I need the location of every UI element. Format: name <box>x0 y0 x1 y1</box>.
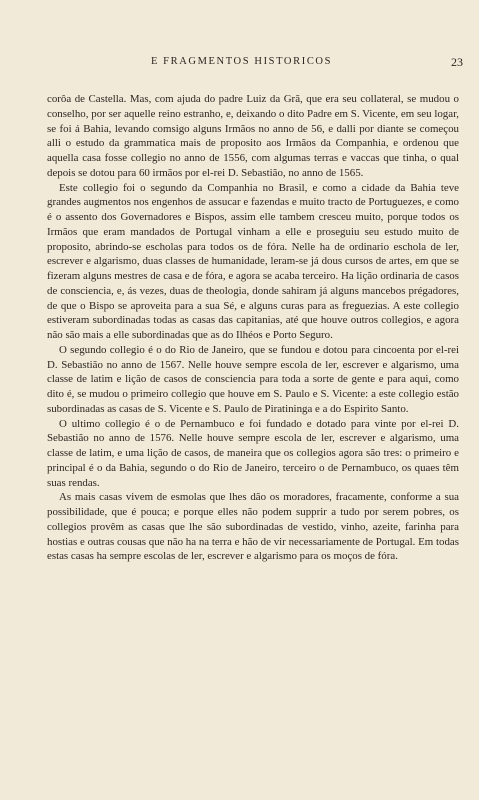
page-header <box>20 56 463 72</box>
paragraph: O ultimo collegio é o de Pernambuco e foi fundado e dotado para vinte por el-rei D. Sebastião no anno de 1576. Nelle houve sempre escola de ler, escrever e algarismo, uma classe de latim, e uma lição de casos, de maneira que os collegios agora são tres: o primeiro e principal é o da Bahia, segundo o do Rio de Janeiro, terceiro o de Pernambuco, os quaes têm suas rendas. <box>47 417 459 489</box>
body-text <box>47 92 459 564</box>
paragraph: O segundo collegio é o do Rio de Janeiro, que se fundou e dotou para cincoenta por el-rei D. Sebastião no anno de 1567. Nelle houve sempre escola de ler, escrever e algarismo, uma classe de latim e lição de casos de consciencia para toda a sorte de gente e para aqui, como dito é, se mudou o primeiro collegio que houve em S. Paulo e S. Vicente: a este collegio estão subordinadas as casas de S. Vicente e S. Paulo de Piratininga e a do Espirito Santo. <box>47 343 459 415</box>
running-head: E FRAGMENTOS HISTORICOS <box>150 56 333 67</box>
paragraph: Este collegio foi o segundo da Companhia no Brasil, e como a cidade da Bahia teve grandes augmentos nos engenhos de assucar e fazendas e muito tracto de Portuguezes, e como é o assento dos Governadores e Bispos, assim elle tambem cresceu muito, porque todos os Irmãos que eram mandados de Portugal vinham a elle e proseguiu seu estudo muito de proposito, abrindo-se escholas para todos os de fóra. Nelle ha de ordinario eschola de ler, escrever e algarismo, duas classes de humanidade, leram-se já dous cursos de artes, em que se fizeram alguns mestres de casa e de fóra, e agora se acaba terceiro. Ha lição ordinaria de casos de consciencia, e, ás vezes, duas de theologia, donde sahiram já alguns mancebos prégadores, de que o Bispo se aproveita para a sua Sé, e alguns curas para as freguezias. A este collegio estiveram subordinadas todas as casas das capitanias, até que houve outros collegios, e agora não são mais a elle subordinadas que as do Ilhéos e Porto Seguro. <box>47 181 459 341</box>
paragraph: corôa de Castella. Mas, com ajuda do padre Luiz da Grã, que era seu collateral, se mudou o conselho, por ser aquelle reino estranho, e, deixando o dito Padre em S. Vicente, em seu logar, se foi á Bahia, levando comsigo alguns Irmãos no anno de 56, e dalli por diante se começou alli o estudo da grammatica mais de proposito aos Irmãos da Companhia, e ordenou que aquella casa fosse collegio no anno de 1556, com algumas terras e vaccas que tinha, o qual depois se dotou para 60 irmãos por el-rei D. Sebastião, no anno de 1565. <box>47 93 459 179</box>
page-number: 23 <box>451 55 463 69</box>
paragraph: As mais casas vivem de esmolas que lhes dão os moradores, fracamente, conforme a sua possibilidade, que é pouca; e porque elles não podem supprir a tudo por serem pobres, os collegios provêm as casas que lhe são subordinadas de vestido, vinho, azeite, farinha para hostias e outras cousas que não ha na terra e hão de vir necessariamente de Portugal. Em todas estas casas ha sempre escolas de ler, escrever e algarismo para os moços de fóra. <box>47 491 459 563</box>
